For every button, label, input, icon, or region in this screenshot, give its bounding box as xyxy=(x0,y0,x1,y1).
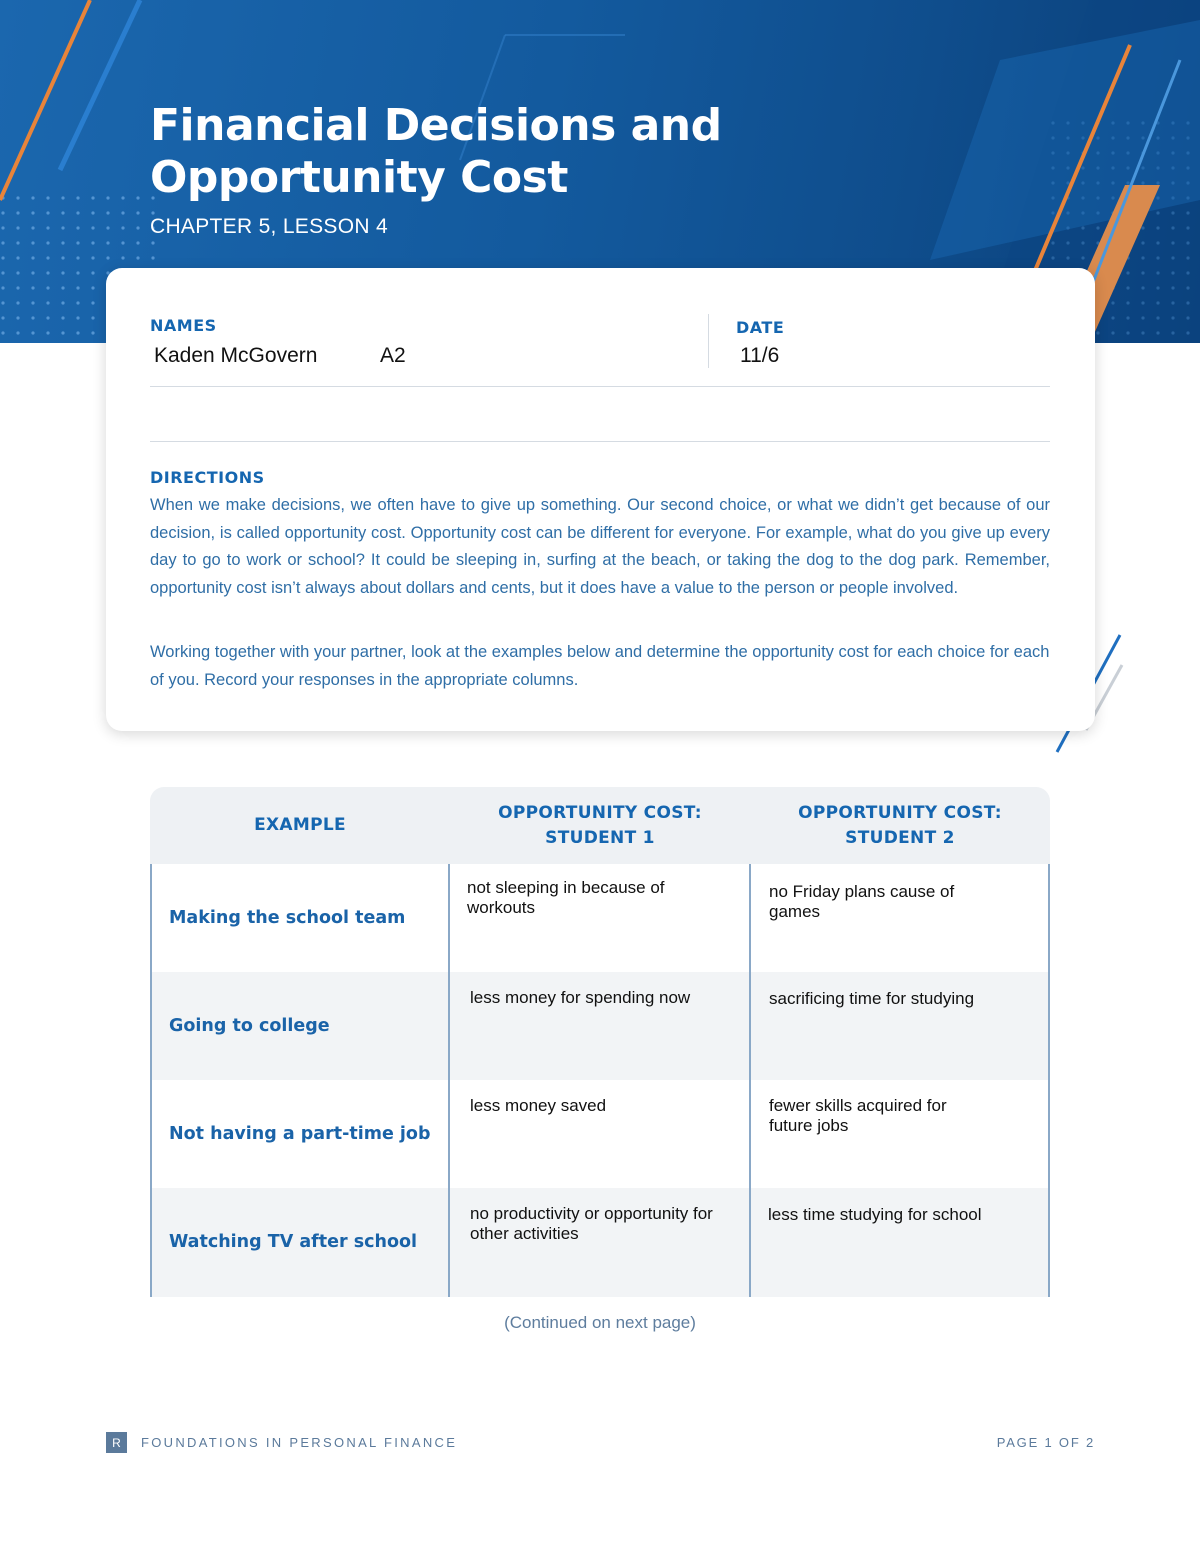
directions-paragraph-2: Working together with your partner, look at the examples below and determine the opportunity cost for each choice for each of you. Record your responses in the appropriate columns. xyxy=(150,643,1050,689)
continued-note: (Continued on next page) xyxy=(504,1313,696,1332)
footer-page-number: PAGE 1 OF 2 xyxy=(996,1435,1095,1450)
header-student-1-line2: STUDENT 1 xyxy=(545,827,655,848)
table-header xyxy=(150,787,1050,864)
names-value[interactable]: Kaden McGovern xyxy=(154,344,318,367)
table-row xyxy=(150,1080,1050,1188)
example-cell: Not having a part-time job xyxy=(169,1124,431,1144)
directions-paragraph-1: When we make decisions, we often have to give up something. Our second choice, or what we didn’t get because of our decision, is called opportunity cost. Opportunity cost can be different for everyone. For example, what do you give up every day to go to work or school? It could be sleeping in, surfing at the beach, or taking the dog to the dog park. Remember, opportunity cost isn’t always about dollars and cents, but it does have a value to the person or people involved. xyxy=(150,496,1050,597)
title-line-1: Financial Decisions and xyxy=(150,100,722,151)
names-extra[interactable]: A2 xyxy=(380,344,406,367)
table-row xyxy=(150,864,1050,972)
opportunity-cost-table xyxy=(150,787,1050,1297)
example-cell: Watching TV after school xyxy=(169,1232,418,1252)
date-value[interactable]: 11/6 xyxy=(740,344,780,367)
student-2-answer[interactable]: fewer skills acquired for future jobs xyxy=(769,1096,947,1135)
student-1-answer[interactable]: less money saved xyxy=(470,1096,607,1115)
header-student-1-line1: OPPORTUNITY COST: xyxy=(498,802,702,823)
student-info-card xyxy=(106,268,1095,731)
header-example: EXAMPLE xyxy=(254,815,346,835)
table-border xyxy=(1048,864,1050,1297)
example-cell: Making the school team xyxy=(169,908,406,928)
table-border xyxy=(749,864,751,1297)
header-student-2 xyxy=(750,787,1050,864)
table-row xyxy=(150,1188,1050,1297)
chapter-subtitle: CHAPTER 5, LESSON 4 xyxy=(150,215,388,238)
header-student-1 xyxy=(450,787,750,864)
divider xyxy=(150,441,1050,442)
header-student-2-line2: STUDENT 2 xyxy=(845,827,955,848)
divider xyxy=(150,386,1050,387)
header-student-2-text xyxy=(798,801,1002,851)
page-title xyxy=(150,100,722,204)
table-row xyxy=(150,972,1050,1080)
divider xyxy=(708,314,709,368)
header-student-2-line1: OPPORTUNITY COST: xyxy=(798,802,1002,823)
title-line-2: Opportunity Cost xyxy=(150,152,568,203)
student-2-answer[interactable]: sacrificing time for studying xyxy=(769,989,975,1008)
table-border xyxy=(150,864,152,1297)
date-label: DATE xyxy=(736,318,785,337)
names-label: NAMES xyxy=(150,316,217,335)
student-2-answer[interactable]: less time studying for school xyxy=(768,1205,982,1224)
example-cell: Going to college xyxy=(169,1016,330,1036)
header-student-1-text xyxy=(498,801,702,851)
student-1-answer[interactable]: not sleeping in because of workouts xyxy=(467,878,665,917)
student-2-answer[interactable]: no Friday plans cause of games xyxy=(769,882,955,921)
table-border xyxy=(448,864,450,1297)
student-1-answer[interactable]: no productivity or opportunity for other activities xyxy=(470,1204,713,1243)
directions-label: DIRECTIONS xyxy=(150,468,265,487)
footer-course-name: FOUNDATIONS IN PERSONAL FINANCE xyxy=(141,1435,458,1450)
ramsey-logo-icon: R xyxy=(106,1432,127,1453)
student-1-answer[interactable]: less money for spending now xyxy=(470,988,691,1007)
